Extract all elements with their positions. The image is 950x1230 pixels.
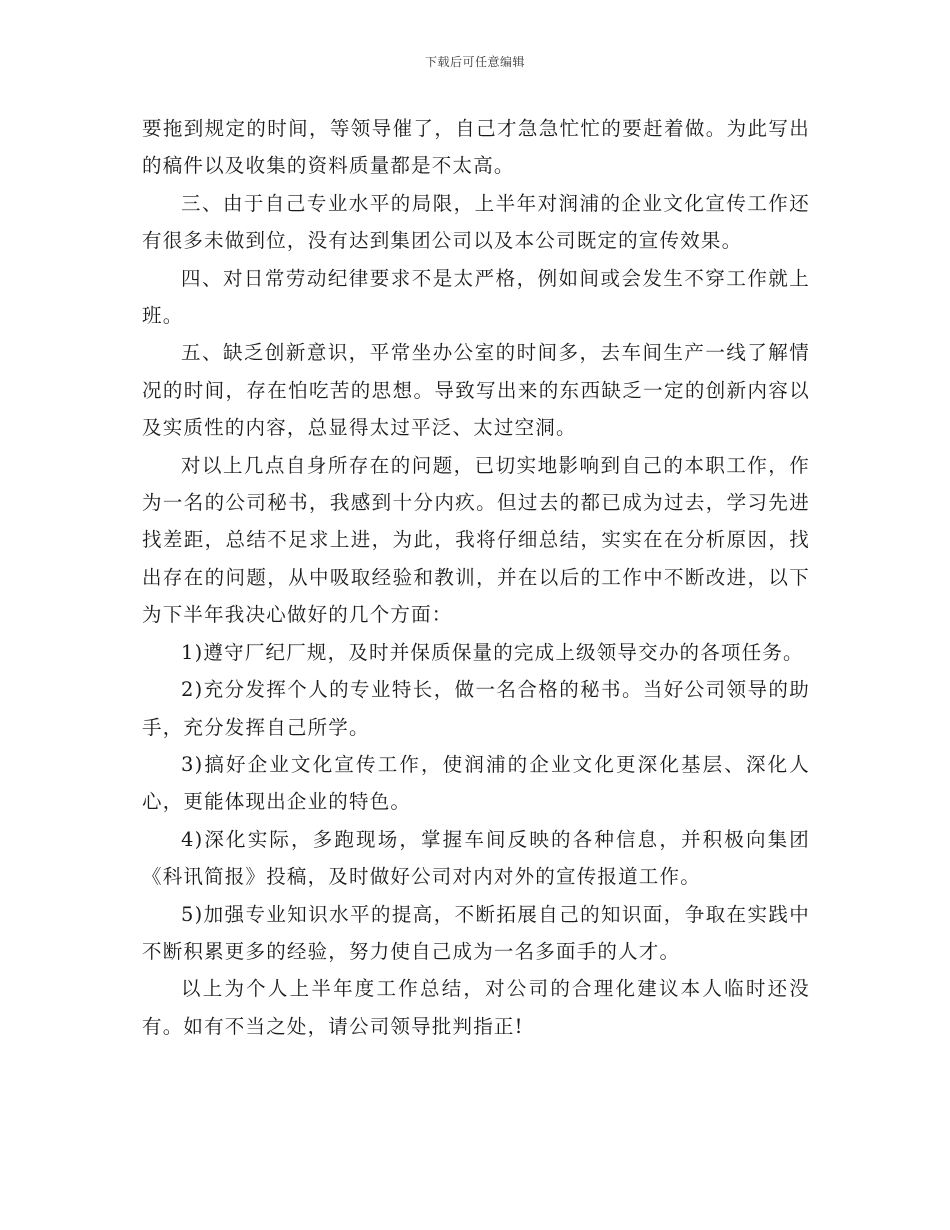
paragraph-reflection: 对以上几点自身所存在的问题，已切实地影响到自己的本职工作，作为一名的公司秘书，我感到十分内疚。但过去的都已成为过去，学习先进找差距，总结不足求上进，为此，我将仔细总结，实实在在分析原因，找出存在的问题，从中吸取经验和教训，并在以后的工作中不断改进，以下为下半年我决心做好的几个方面： [142,453,810,627]
document-body [142,110,810,1045]
paragraph-item-3: 三、由于自己专业水平的局限，上半年对润浦的企业文化宣传工作还有很多未做到位，没有达到集团公司以及本公司既定的宣传效果。 [142,191,810,253]
plan-item-3: 3)搞好企业文化宣传工作，使润浦的企业文化更深化基层、深化人心，更能体现出企业的特色。 [142,752,810,814]
plan-item-1: 1)遵守厂纪厂规，及时并保质保量的完成上级领导交办的各项任务。 [181,640,804,664]
closing-paragraph: 以上为个人上半年度工作总结，对公司的合理化建议本人临时还没有。如有不当之处，请公司领导批判指正! [142,977,810,1038]
paragraph-continuation: 要拖到规定的时间，等领导催了，自己才急急忙忙的要赶着做。为此写出的稿件以及收集的资料质量都是不太高。 [142,117,810,178]
paragraph-item-4: 四、对日常劳动纪律要求不是太严格，例如间或会发生不穿工作就上班。 [142,266,810,328]
plan-item-5: 5)加强专业知识水平的提高，不断拓展自己的知识面，争取在实践中不断积累更多的经验，努力使自己成为一名多面手的人才。 [142,902,810,963]
plan-item-4: 4)深化实际，多跑现场，掌握车间反映的各种信息，并积极向集团《科讯简报》投稿，及时做好公司对内对外的宣传报道工作。 [142,827,810,889]
paragraph-item-5: 五、缺乏创新意识，平常坐办公室的时间多，去车间生产一线了解情况的时间，存在怕吃苦的思想。导致写出来的东西缺乏一定的创新内容以及实质性的内容，总显得太过平泛、太过空洞。 [142,341,810,440]
page-header-note: 下载后可任意编辑 [424,55,525,69]
plan-item-2: 2)充分发挥个人的专业特长，做一名合格的秘书。当好公司领导的助手，充分发挥自己所学。 [142,678,810,739]
